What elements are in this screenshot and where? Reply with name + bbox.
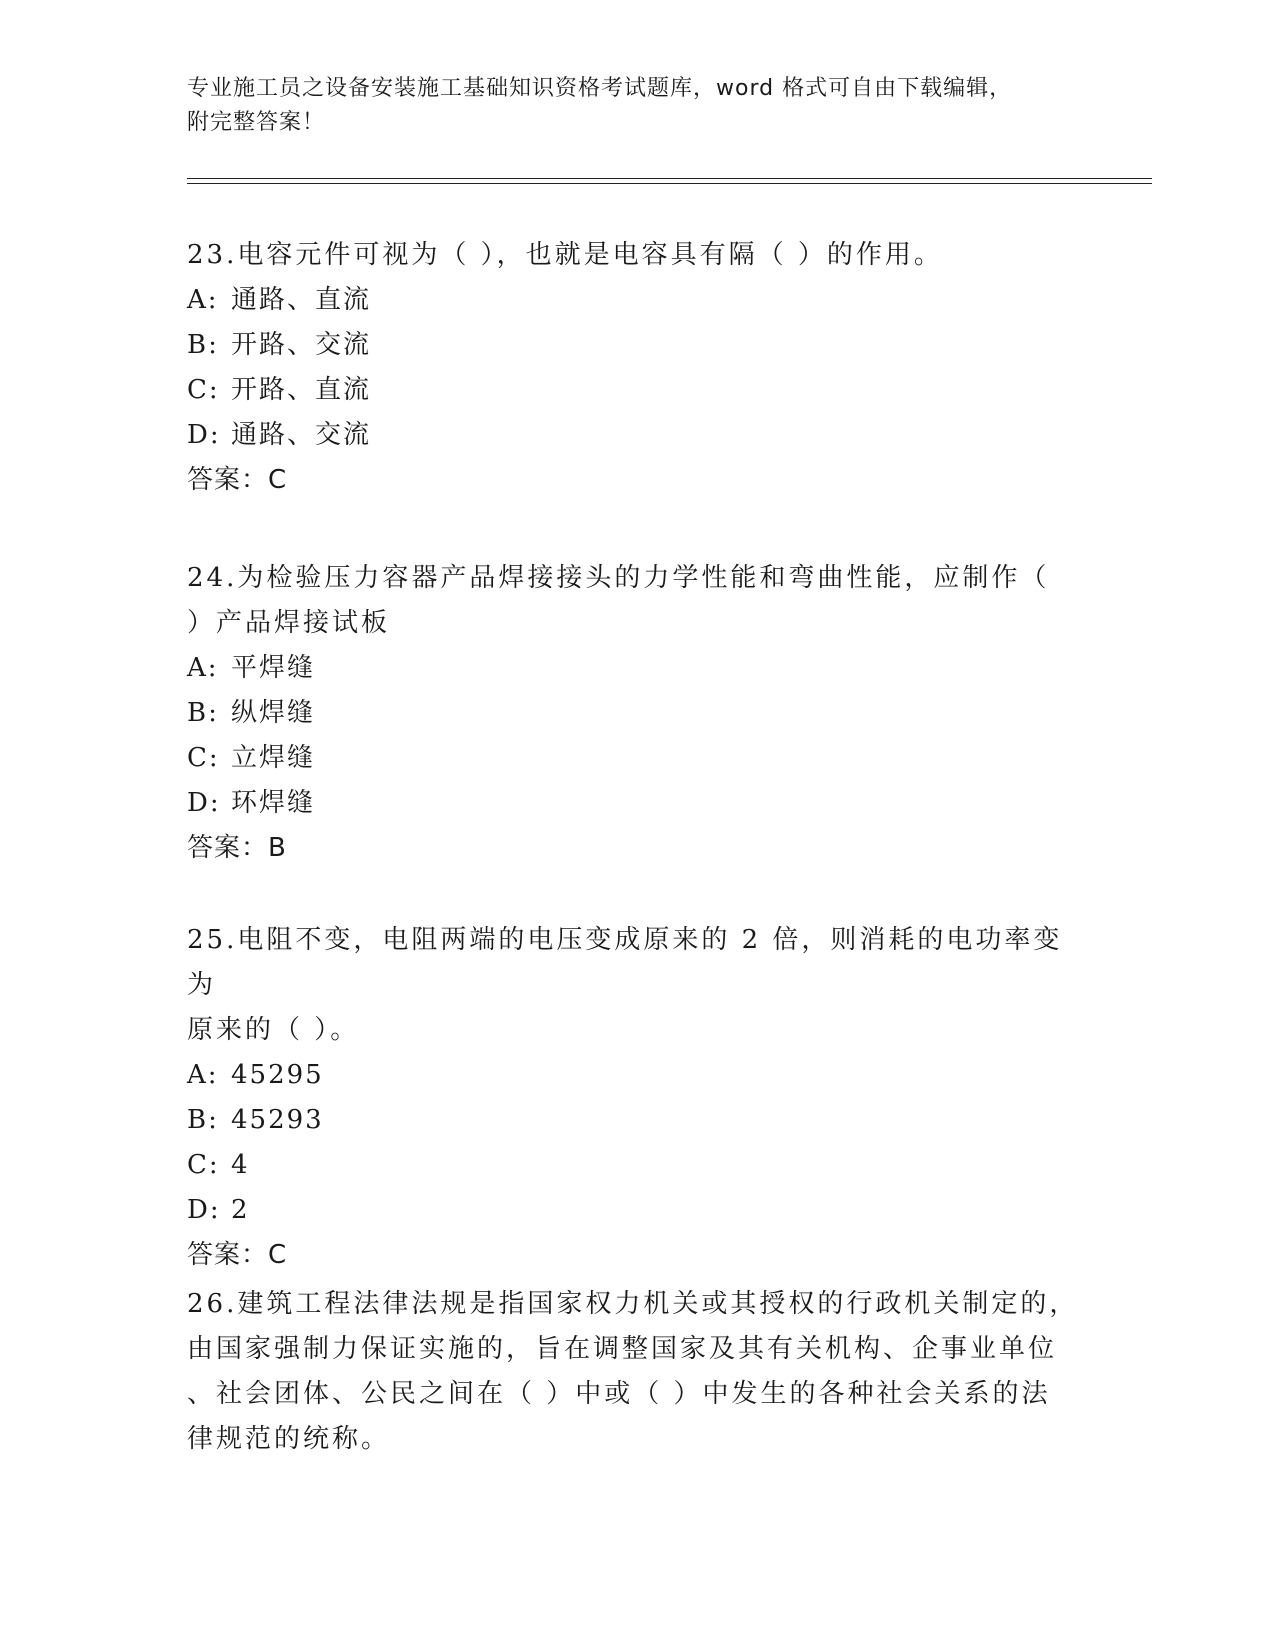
- option-text: 4: [231, 1150, 250, 1180]
- header-divider-bottom: [187, 183, 1152, 184]
- option-text: 45293: [231, 1105, 324, 1135]
- question-text: 23.电容元件可视为（ ），也就是电容具有隔（ ）的作用。: [187, 240, 943, 270]
- question-text-line: 24.为检验压力容器产品焊接接头的力学性能和弯曲性能，应制作（: [187, 563, 1050, 593]
- option-c: [187, 1143, 1087, 1188]
- answer-line: 答案：B: [187, 833, 287, 863]
- option-b: [187, 1098, 1087, 1143]
- option-letter: D:: [187, 788, 221, 818]
- option-d: [187, 1188, 1087, 1233]
- option-d: [187, 413, 1087, 458]
- question-text-line: 原来的（ ）。: [187, 1015, 360, 1045]
- option-text: 2: [231, 1195, 250, 1225]
- option-a: [187, 1053, 1087, 1098]
- question-25: [187, 918, 1087, 1278]
- option-c: [187, 368, 1087, 413]
- option-letter: B:: [187, 330, 219, 360]
- question-text-line: 、社会团体、公民之间在（ ）中或（ ）中发生的各种社会关系的法: [187, 1379, 1051, 1409]
- question-23: [187, 233, 1087, 503]
- option-letter: D:: [187, 420, 221, 450]
- answer-line: 答案：C: [187, 1240, 288, 1270]
- option-letter: A:: [187, 285, 219, 315]
- question-text-line: 25.电阻不变，电阻两端的电压变成原来的 2 倍，则消耗的电功率变为: [187, 925, 1063, 1000]
- option-text: 环焊缝: [231, 788, 316, 818]
- question-text-line: 律规范的统称。: [187, 1424, 391, 1454]
- option-text: 立焊缝: [231, 743, 316, 773]
- option-text: 通路、直流: [231, 285, 372, 315]
- option-letter: C:: [187, 743, 220, 773]
- option-b: [187, 323, 1087, 368]
- option-a: [187, 646, 1087, 691]
- option-text: 平焊缝: [231, 653, 316, 683]
- option-text: 纵焊缝: [231, 698, 316, 728]
- option-b: [187, 691, 1087, 736]
- question-24: [187, 556, 1087, 871]
- option-text: 开路、交流: [231, 330, 372, 360]
- header-line-1: 专业施工员之设备安装施工基础知识资格考试题库，word 格式可自由下载编辑，: [187, 76, 1013, 101]
- option-letter: C:: [187, 1150, 220, 1180]
- header-divider-top: [187, 178, 1152, 179]
- option-d: [187, 781, 1087, 826]
- option-letter: B:: [187, 698, 219, 728]
- question-text-line: ）产品焊接试板: [187, 608, 391, 638]
- document-header: [187, 72, 1067, 140]
- option-letter: A:: [187, 1060, 219, 1090]
- option-letter: C:: [187, 375, 220, 405]
- option-letter: B:: [187, 1105, 219, 1135]
- question-26: [187, 1282, 1087, 1462]
- option-a: [187, 278, 1087, 323]
- question-text-line: 26.建筑工程法律法规是指国家权力机关或其授权的行政机关制定的，: [187, 1289, 1079, 1319]
- header-line-2: 附完整答案！: [187, 110, 326, 135]
- option-c: [187, 736, 1087, 781]
- option-text: 开路、直流: [231, 375, 372, 405]
- option-letter: A:: [187, 653, 219, 683]
- option-text: 45295: [231, 1060, 324, 1090]
- option-text: 通路、交流: [231, 420, 372, 450]
- answer-line: 答案：C: [187, 465, 288, 495]
- option-letter: D:: [187, 1195, 221, 1225]
- question-text-line: 由国家强制力保证实施的，旨在调整国家及其有关机构、企事业单位: [187, 1334, 1058, 1364]
